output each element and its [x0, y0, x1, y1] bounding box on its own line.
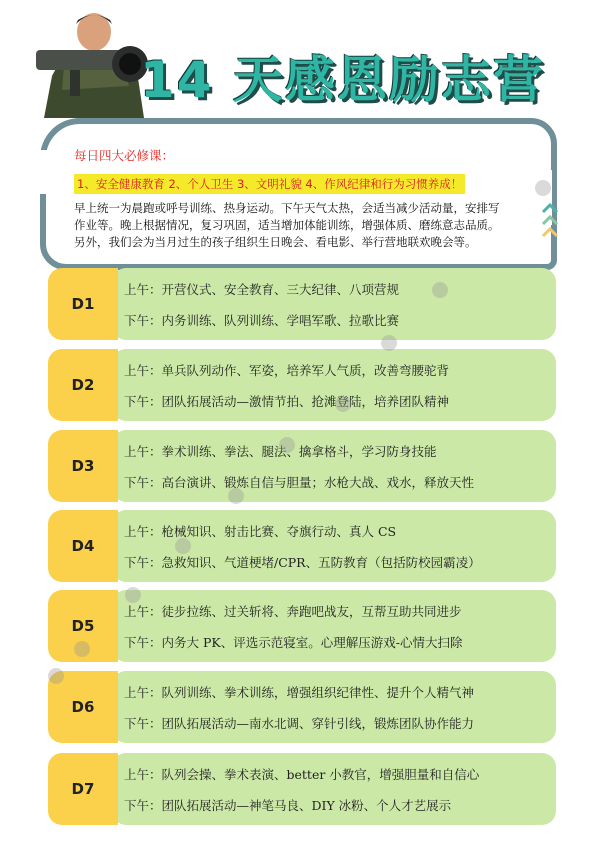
morning-activity: 上午：枪械知识、射击比赛、夺旗行动、真人 CS: [124, 524, 397, 539]
afternoon-activity: 下午：高台演讲、锻炼自信与胆量；水枪大战、戏水，释放天性: [124, 475, 475, 490]
frame-gap: [36, 150, 52, 194]
decorative-dot: [279, 437, 295, 453]
day-card: [112, 268, 556, 340]
afternoon-activity: 下午：内务大 PK、评选示范寝室。心理解压游戏-心情大扫除: [124, 635, 463, 650]
decorative-dot: [381, 335, 397, 351]
morning-activity: 上午：队列训练、拳术训练，增强组织纪律性、提升个人精气神: [124, 685, 475, 700]
intro-line: 作业等。晚上根据情况，复习巩固，适当增加体能训练，增强体质、磨练意志品质。: [74, 218, 500, 232]
page-title: 14 天感恩励志营: [140, 51, 545, 109]
day-row: [48, 510, 556, 582]
day-row: [48, 430, 556, 502]
day-row: [48, 349, 556, 421]
decorative-dot: [125, 587, 141, 603]
afternoon-activity: 下午：团队拓展活动—神笔马良、DIY 冰粉、个人才艺展示: [124, 798, 452, 813]
soldier-photo: [34, 6, 154, 118]
decorative-dot: [432, 282, 448, 298]
morning-activity: 上午：拳术训练、拳法、腿法、擒拿格斗，学习防身技能: [124, 444, 437, 459]
day-card: [112, 671, 556, 743]
day-badge: D7: [48, 753, 118, 825]
morning-activity: 上午：队列会操、拳术表演、better 小教官，增强胆量和自信心: [124, 767, 480, 782]
decorative-dot: [74, 641, 90, 657]
day-card: [112, 753, 556, 825]
intro-line: 早上统一为晨跑或呼号训练、热身运动。下午天气太热，会适当减少活动量，安排写: [74, 201, 500, 215]
morning-activity: 上午：单兵队列动作、军姿，培养军人气质，改善弯腰驼背: [124, 363, 450, 378]
day-card: [112, 349, 556, 421]
intro-box: [74, 146, 524, 251]
intro-line: 另外，我们会为当月过生的孩子组织生日晚会、看电影、举行营地联欢晚会等。: [74, 235, 477, 249]
day-badge: D2: [48, 349, 118, 421]
day-card: [112, 430, 556, 502]
afternoon-activity: 下午：内务训练、队列训练、学唱军歌、拉歌比赛: [124, 313, 400, 328]
morning-activity: 上午：开营仪式、安全教育、三大纪律、八项营规: [124, 282, 400, 297]
day-row: [48, 268, 556, 340]
day-badge: D4: [48, 510, 118, 582]
day-badge: D6: [48, 671, 118, 743]
afternoon-activity: 下午：团队拓展活动—激情节拍、抢滩登陆，培养团队精神: [124, 394, 450, 409]
afternoon-activity: 下午：急救知识、气道梗堵/CPR、五防教育（包括防校园霸凌）: [124, 555, 481, 570]
day-row: [48, 753, 556, 825]
day-badge: D3: [48, 430, 118, 502]
decorative-dot: [175, 538, 191, 554]
morning-activity: 上午：徒步拉练、过关斩将、奔跑吧战友，互帮互助共同进步: [124, 604, 462, 619]
afternoon-activity: 下午：团队拓展活动—南水北调、穿针引线，锻炼团队协作能力: [124, 716, 475, 731]
core-courses: 1、安全健康教育 2、个人卫生 3、文明礼貌 4、作风纪律和行为习惯养成！: [74, 174, 465, 194]
intro-heading: 每日四大必修课：: [74, 148, 175, 163]
day-row: [48, 671, 556, 743]
intro-description: [74, 200, 524, 251]
decorative-dot: [48, 668, 64, 684]
decorative-dot: [535, 180, 551, 196]
day-badge: D5: [48, 590, 118, 662]
day-badge: D1: [48, 268, 118, 340]
decorative-dot: [228, 488, 244, 504]
chevron-up-icon: [540, 200, 560, 246]
decorative-dot: [335, 396, 351, 412]
day-card: [112, 590, 556, 662]
day-row: [48, 590, 556, 662]
